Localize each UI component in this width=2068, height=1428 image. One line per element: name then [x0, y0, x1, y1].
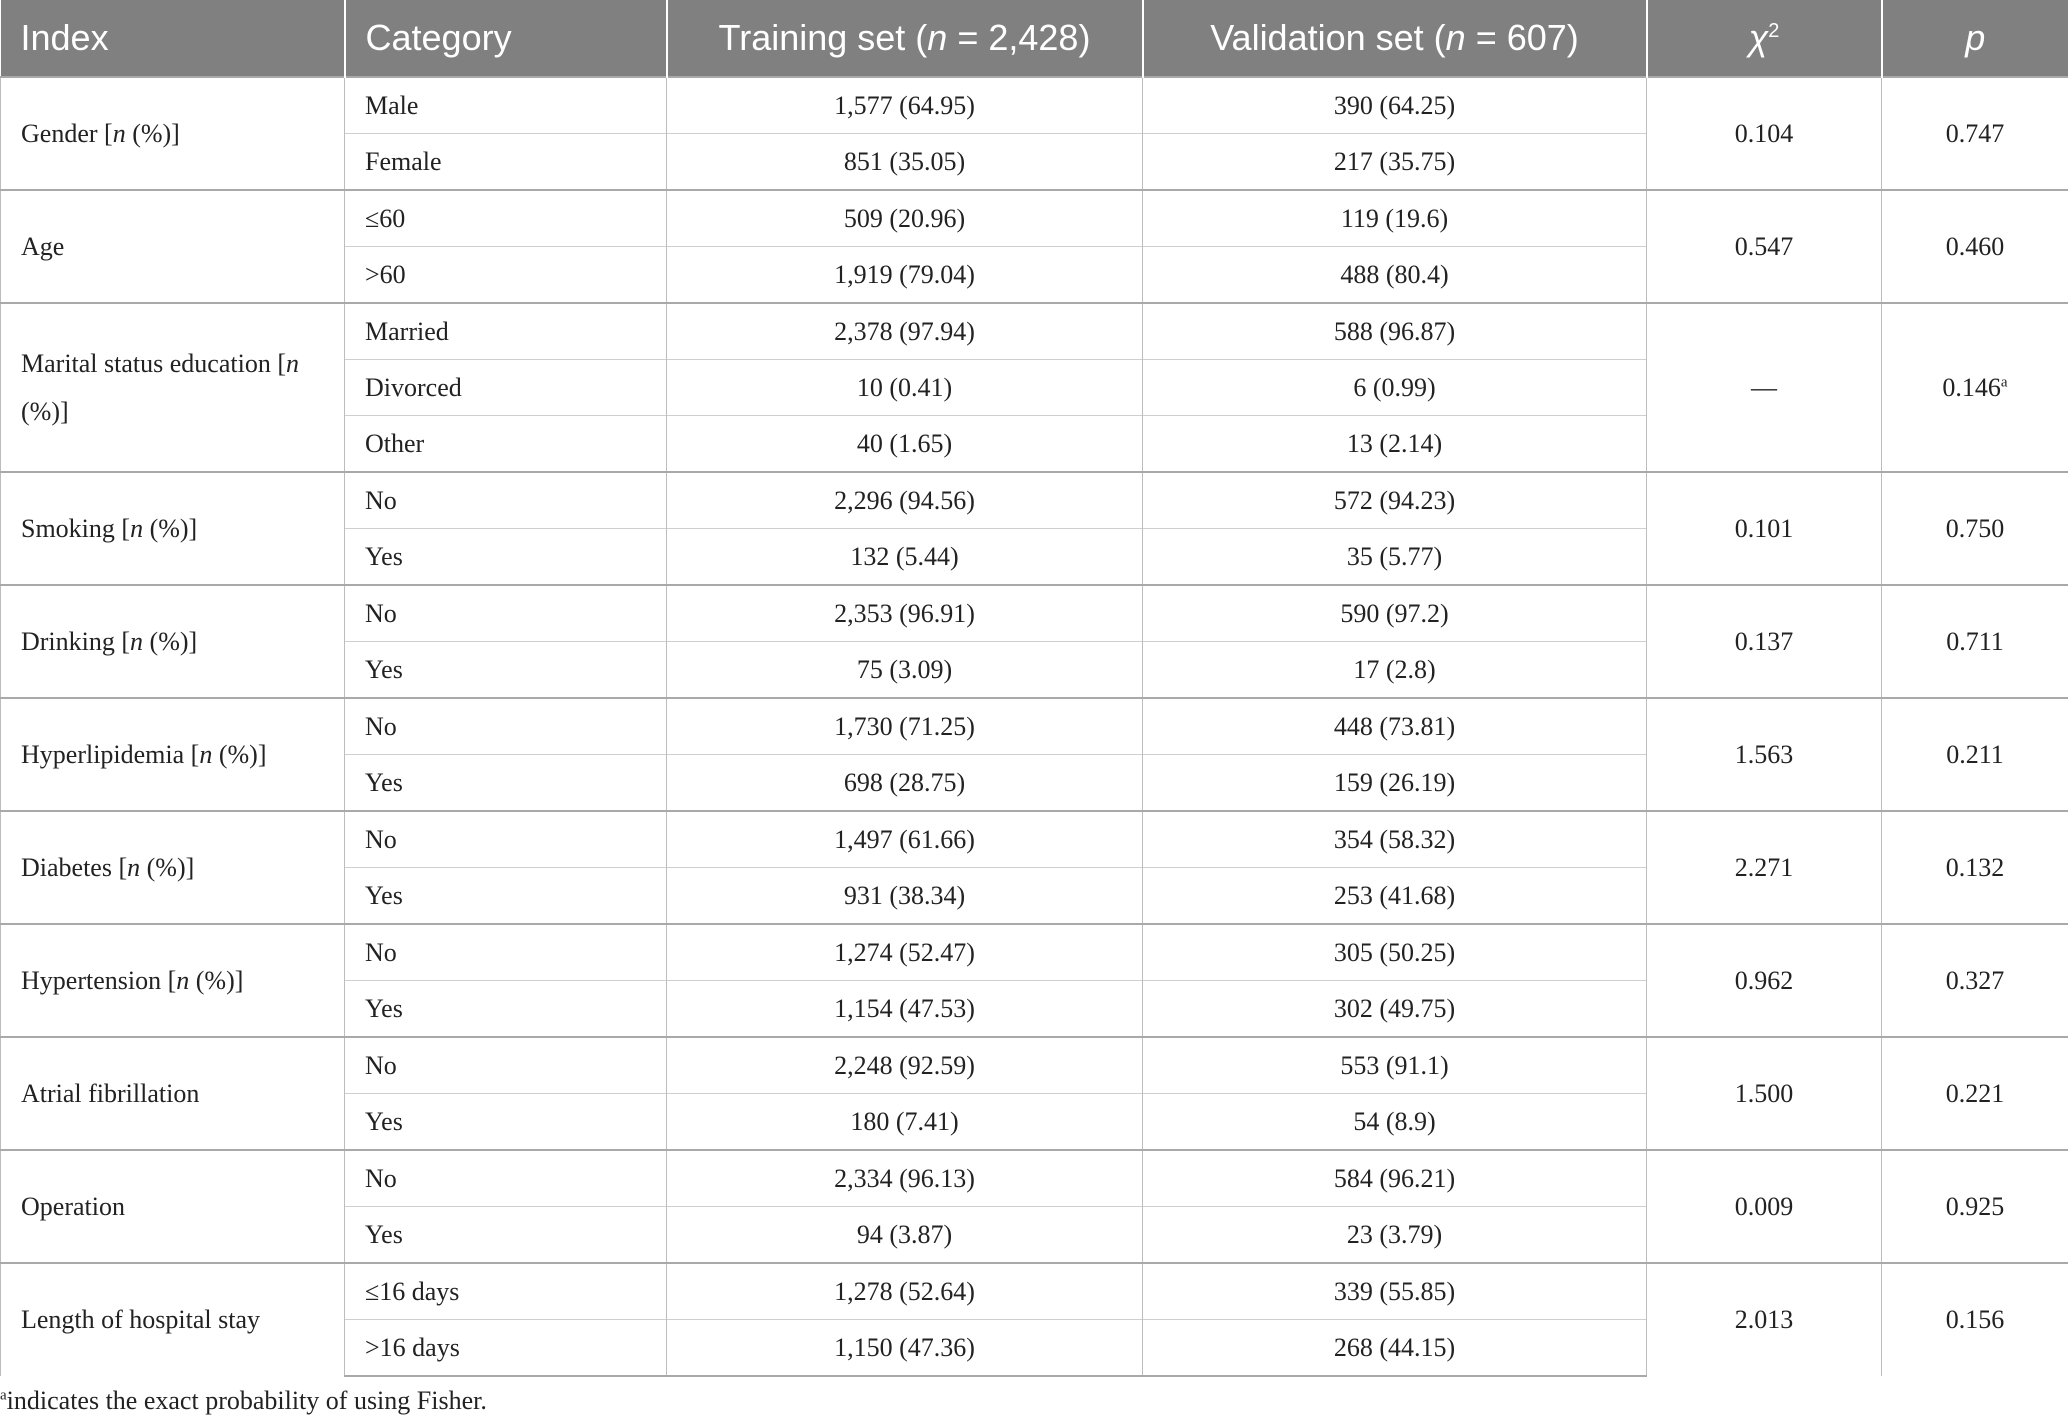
validation-set-cell: 159 (26.19) [1143, 755, 1647, 812]
index-label: Smoking [ [21, 513, 131, 543]
header-chi-symbol: χ [1748, 17, 1769, 58]
category-cell: Yes [345, 1207, 667, 1264]
category-cell: ≤16 days [345, 1263, 667, 1320]
training-set-cell: 1,919 (79.04) [667, 247, 1143, 304]
index-label: Hypertension [ [21, 965, 177, 995]
training-set-cell: 509 (20.96) [667, 190, 1143, 247]
table-header-row [1, 0, 2068, 77]
category-cell: Yes [345, 1094, 667, 1151]
header-validation-prefix: Validation set ( [1210, 17, 1446, 58]
category-cell: No [345, 811, 667, 868]
p-value-cell [1882, 698, 2068, 811]
chi-square-cell: 0.137 [1647, 585, 1882, 698]
header-p-value [1882, 0, 2068, 77]
index-label: Atrial fibrillation [21, 1078, 200, 1108]
validation-set-cell: 35 (5.77) [1143, 529, 1647, 586]
validation-set-cell: 488 (80.4) [1143, 247, 1647, 304]
p-value-cell [1882, 585, 2068, 698]
chi-square-cell: 0.962 [1647, 924, 1882, 1037]
category-cell: ≤60 [345, 190, 667, 247]
category-cell: >16 days [345, 1320, 667, 1377]
validation-set-cell: 119 (19.6) [1143, 190, 1647, 247]
category-cell: Yes [345, 755, 667, 812]
index-label: Marital status education [ [21, 348, 286, 378]
training-set-cell: 1,730 (71.25) [667, 698, 1143, 755]
validation-set-cell: 23 (3.79) [1143, 1207, 1647, 1264]
p-value-cell [1882, 1150, 2068, 1263]
training-set-cell: 2,334 (96.13) [667, 1150, 1143, 1207]
p-value-cell [1882, 1037, 2068, 1150]
validation-set-cell: 588 (96.87) [1143, 303, 1647, 360]
p-value-cell [1882, 1263, 2068, 1376]
index-percent-suffix: (%)] [21, 396, 69, 426]
index-label: Age [21, 231, 65, 261]
validation-set-cell: 302 (49.75) [1143, 981, 1647, 1038]
index-cell [1, 303, 345, 472]
index-cell [1, 1150, 345, 1263]
p-value-text: 0.132 [1945, 852, 2005, 882]
training-set-cell: 1,497 (61.66) [667, 811, 1143, 868]
index-n-italic: n [127, 852, 141, 882]
p-value-text: 0.221 [1945, 1078, 2005, 1108]
training-set-cell: 2,296 (94.56) [667, 472, 1143, 529]
training-set-cell: 180 (7.41) [667, 1094, 1143, 1151]
index-cell [1, 1037, 345, 1150]
p-value-text: 0.211 [1946, 739, 2004, 769]
p-value-text: 0.750 [1945, 513, 2005, 543]
category-cell: Male [345, 77, 667, 134]
p-value-text: 0.327 [1945, 965, 2005, 995]
header-p-label: p [1965, 17, 1986, 58]
index-cell [1, 698, 345, 811]
index-percent-suffix: (%)] [140, 852, 195, 882]
table-row [1, 698, 2068, 755]
training-set-cell: 931 (38.34) [667, 868, 1143, 925]
index-n-italic: n [199, 739, 213, 769]
validation-set-cell: 305 (50.25) [1143, 924, 1647, 981]
index-cell [1, 924, 345, 1037]
category-cell: No [345, 924, 667, 981]
category-cell: Yes [345, 529, 667, 586]
index-n-italic: n [176, 965, 190, 995]
header-training-set [667, 0, 1143, 77]
category-cell: No [345, 472, 667, 529]
p-value-cell [1882, 924, 2068, 1037]
index-n-italic: n [130, 626, 144, 656]
p-value-text: 0.711 [1946, 626, 2004, 656]
training-set-cell: 132 (5.44) [667, 529, 1143, 586]
index-label: Gender [ [21, 118, 113, 148]
category-cell: >60 [345, 247, 667, 304]
index-label: Length of hospital stay [21, 1305, 261, 1334]
table-row [1, 585, 2068, 642]
training-set-cell: 2,248 (92.59) [667, 1037, 1143, 1094]
p-value-text: 0.460 [1945, 231, 2005, 261]
index-label: Operation [21, 1191, 125, 1221]
index-percent-suffix: (%)] [212, 739, 267, 769]
validation-set-cell: 553 (91.1) [1143, 1037, 1647, 1094]
training-set-cell: 1,154 (47.53) [667, 981, 1143, 1038]
table-row [1, 1150, 2068, 1207]
training-set-cell: 94 (3.87) [667, 1207, 1143, 1264]
chi-square-cell: 2.013 [1647, 1263, 1882, 1376]
index-percent-suffix: (%)] [189, 965, 244, 995]
category-cell: No [345, 585, 667, 642]
validation-set-cell: 448 (73.81) [1143, 698, 1647, 755]
table-row [1, 472, 2068, 529]
index-cell [1, 811, 345, 924]
category-cell: Other [345, 416, 667, 473]
header-chi-exponent: 2 [1768, 20, 1780, 42]
validation-set-cell: 268 (44.15) [1143, 1320, 1647, 1377]
index-cell [1, 1263, 345, 1376]
category-cell: No [345, 1150, 667, 1207]
training-set-cell: 2,353 (96.91) [667, 585, 1143, 642]
table-row [1, 1263, 2068, 1320]
training-set-cell: 1,150 (47.36) [667, 1320, 1143, 1377]
p-value-cell [1882, 811, 2068, 924]
chi-square-cell: 1.500 [1647, 1037, 1882, 1150]
header-validation-n: n [1445, 17, 1466, 58]
category-cell: Married [345, 303, 667, 360]
category-cell: Female [345, 134, 667, 191]
index-label: Diabetes [ [21, 852, 128, 882]
chi-square-cell: 0.009 [1647, 1150, 1882, 1263]
header-validation-set [1143, 0, 1647, 77]
table-row [1, 1037, 2068, 1094]
validation-set-cell: 13 (2.14) [1143, 416, 1647, 473]
p-value-cell [1882, 303, 2068, 472]
header-training-n: n [927, 17, 948, 58]
p-value-cell [1882, 190, 2068, 303]
category-cell: No [345, 698, 667, 755]
validation-set-cell: 17 (2.8) [1143, 642, 1647, 699]
index-n-italic: n [112, 118, 126, 148]
p-value-text: 0.747 [1945, 118, 2005, 148]
footnote-marker: a [0, 1387, 7, 1404]
table-row [1, 77, 2068, 134]
training-set-cell: 40 (1.65) [667, 416, 1143, 473]
p-value-text: 0.156 [1945, 1305, 2005, 1334]
chi-square-cell: 1.563 [1647, 698, 1882, 811]
header-chi-square [1647, 0, 1882, 77]
table-row [1, 190, 2068, 247]
table-row [1, 811, 2068, 868]
validation-set-cell: 253 (41.68) [1143, 868, 1647, 925]
training-set-cell: 2,378 (97.94) [667, 303, 1143, 360]
training-set-cell: 10 (0.41) [667, 360, 1143, 416]
index-n-italic: n [285, 348, 299, 378]
validation-set-cell: 54 (8.9) [1143, 1094, 1647, 1151]
category-cell: No [345, 1037, 667, 1094]
index-label: Hyperlipidemia [ [21, 739, 200, 769]
index-cell [1, 585, 345, 698]
validation-set-cell: 390 (64.25) [1143, 77, 1647, 134]
category-cell: Yes [345, 642, 667, 699]
index-cell [1, 190, 345, 303]
category-cell: Yes [345, 981, 667, 1038]
training-set-cell: 1,274 (52.47) [667, 924, 1143, 981]
chi-square-cell: 0.547 [1647, 190, 1882, 303]
p-value-text: 0.925 [1945, 1191, 2005, 1221]
index-cell [1, 77, 345, 190]
header-training-suffix: = 2,428) [947, 17, 1091, 58]
index-label: Drinking [ [21, 626, 131, 656]
training-set-cell: 698 (28.75) [667, 755, 1143, 812]
index-n-italic: n [130, 513, 144, 543]
header-index: Index [1, 0, 345, 77]
training-set-cell: 1,577 (64.95) [667, 77, 1143, 134]
validation-set-cell: 217 (35.75) [1143, 134, 1647, 191]
training-set-cell: 75 (3.09) [667, 642, 1143, 699]
validation-set-cell: 354 (58.32) [1143, 811, 1647, 868]
p-value-cell [1882, 77, 2068, 190]
validation-set-cell: 572 (94.23) [1143, 472, 1647, 529]
index-percent-suffix: (%)] [125, 118, 180, 148]
chi-square-cell: — [1647, 303, 1882, 472]
header-validation-suffix: = 607) [1465, 17, 1579, 58]
header-training-prefix: Training set ( [718, 17, 928, 58]
p-value-cell [1882, 472, 2068, 585]
validation-set-cell: 590 (97.2) [1143, 585, 1647, 642]
footnote-text: indicates the exact probability of using Fisher. [6, 1386, 487, 1415]
category-cell: Divorced [345, 360, 667, 416]
index-percent-suffix: (%)] [143, 513, 198, 543]
chi-square-cell: 2.271 [1647, 811, 1882, 924]
p-value-footnote-marker: a [2000, 373, 2008, 390]
header-category: Category [345, 0, 667, 77]
table-row [1, 924, 2068, 981]
training-set-cell: 1,278 (52.64) [667, 1263, 1143, 1320]
p-value-text: 0.146 [1942, 372, 2001, 402]
table-body [1, 77, 2068, 1376]
training-set-cell: 851 (35.05) [667, 134, 1143, 191]
index-percent-suffix: (%)] [143, 626, 198, 656]
chi-square-cell: 0.104 [1647, 77, 1882, 190]
index-cell [1, 472, 345, 585]
table-row [1, 303, 2068, 360]
category-cell: Yes [345, 868, 667, 925]
validation-set-cell: 584 (96.21) [1143, 1150, 1647, 1207]
table-footnote [0, 1386, 487, 1416]
chi-square-cell: 0.101 [1647, 472, 1882, 585]
validation-set-cell: 6 (0.99) [1143, 360, 1647, 416]
validation-set-cell: 339 (55.85) [1143, 1263, 1647, 1320]
